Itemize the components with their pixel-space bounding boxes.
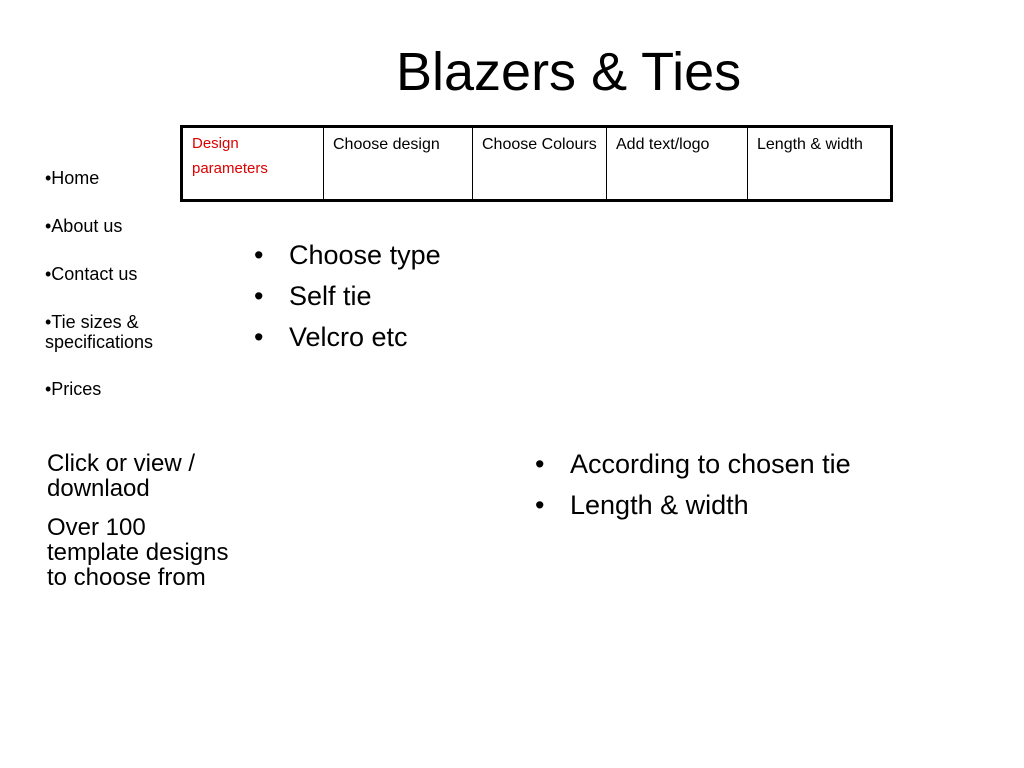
table-cell-length-width[interactable]: Length & width (748, 127, 892, 201)
list-item: • Self tie (251, 276, 441, 317)
table-cell-design-parameters: Design parameters (182, 127, 324, 201)
nav-item-home[interactable]: •Home (45, 168, 100, 188)
nav-item-about-us[interactable]: •About us (45, 216, 123, 236)
side-navigation (45, 168, 195, 427)
table-cell-choose-colours[interactable]: Choose Colours (473, 127, 607, 201)
tie-size-bullet-list (532, 444, 851, 526)
design-parameters-table (180, 125, 893, 202)
list-item: • Length & width (532, 485, 851, 526)
slide-title: Blazers & Ties (396, 42, 742, 102)
list-item: • Velcro etc (251, 317, 441, 358)
list-item: • According to chosen tie (532, 444, 851, 485)
side-notes (47, 451, 237, 604)
table-cell-choose-design[interactable]: Choose design (324, 127, 473, 201)
tie-type-bullet-list (251, 235, 441, 358)
nav-item-contact-us[interactable]: •Contact us (45, 264, 138, 284)
nav-item-prices[interactable]: •Prices (45, 379, 102, 399)
list-item: • Choose type (251, 235, 441, 276)
note-template-designs: Over 100 template designs to choose from (47, 514, 229, 591)
table-row (182, 127, 892, 201)
table-cell-add-text-logo[interactable]: Add text/logo (607, 127, 748, 201)
nav-item-tie-sizes-specifications[interactable]: •Tie sizes & specifications (45, 312, 154, 352)
note-click-or-view: Click or view / downlaod (47, 450, 196, 502)
